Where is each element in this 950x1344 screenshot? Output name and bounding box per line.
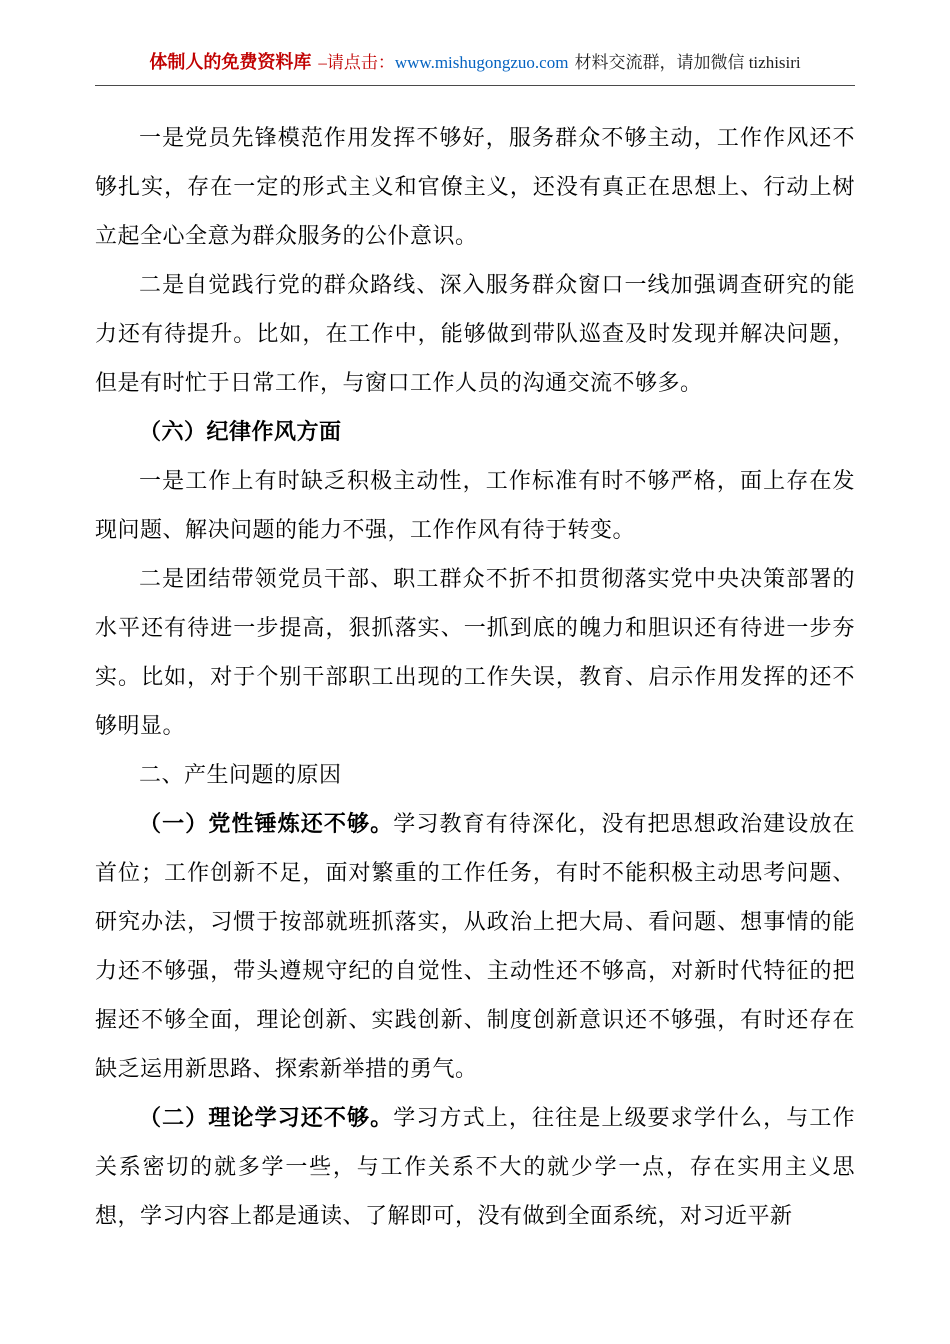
- paragraph-5-body: 学习教育有待深化，没有把思想政治建设放在首位；工作创新不足，面对繁重的工作任务，有时不能积极主动思考问题、研究办法，习惯于按部就班抓落实，从政治上把大局、看问题、想事情的能力还不够强，带头遵规守纪的自觉性、主动性还不够高，对新时代特征的把握还不够全面，理论创新、实践创新、制度创新意识还不够强，有时还存在缺乏运用新思路、探索新举措的勇气。: [95, 811, 855, 1081]
- paragraph-5: [95, 799, 855, 1093]
- paragraph-6-lead: （二）理论学习还不够。: [139, 1105, 394, 1130]
- header-suffix-text: 材料交流群，请加微信 tizhisiri: [574, 53, 801, 72]
- header-click-prompt: –请点击：: [318, 53, 395, 72]
- section-heading-discipline: （六）纪律作风方面: [139, 419, 342, 444]
- paragraph-6-body: 学习方式上，往往是上级要求学什么，与工作关系密切的就多学一些，与工作关系不大的就少学一点，存在实用主义思想，学习内容上都是通读、了解即可，没有做到全面系统，对习近平新: [95, 1105, 855, 1228]
- page-header: [95, 0, 855, 86]
- paragraph-6: [95, 1093, 855, 1240]
- paragraph-3: 一是工作上有时缺乏积极主动性，工作标准有时不够严格，面上存在发现问题、解决问题的能力不强，工作作风有待于转变。: [95, 468, 855, 542]
- paragraph-2: 二是自觉践行党的群众路线、深入服务群众窗口一线加强调查研究的能力还有待提升。比如，在工作中，能够做到带队巡查及时发现并解决问题，但是有时忙于日常工作，与窗口工作人员的沟通交流不够多。: [95, 272, 855, 395]
- paragraph-5-lead: （一）党性锤炼还不够。: [139, 811, 394, 836]
- section-heading-causes: 二、产生问题的原因: [139, 762, 342, 787]
- header-site-name: 体制人的免费资料库: [149, 52, 312, 72]
- paragraph-4: 二是团结带领党员干部、职工群众不折不扣贯彻落实党中央决策部署的水平还有待进一步提高，狠抓落实、一抓到底的魄力和胆识还有待进一步夯实。比如，对于个别干部职工出现的工作失误，教育、启示作用发挥的还不够明显。: [95, 566, 855, 738]
- document-body: [95, 113, 855, 1240]
- header-link[interactable]: www.mishugongzuo.com: [394, 53, 569, 72]
- paragraph-1: 一是党员先锋模范作用发挥不够好，服务群众不够主动，工作作风还不够扎实，存在一定的形式主义和官僚主义，还没有真正在思想上、行动上树立起全心全意为群众服务的公仆意识。: [95, 125, 855, 248]
